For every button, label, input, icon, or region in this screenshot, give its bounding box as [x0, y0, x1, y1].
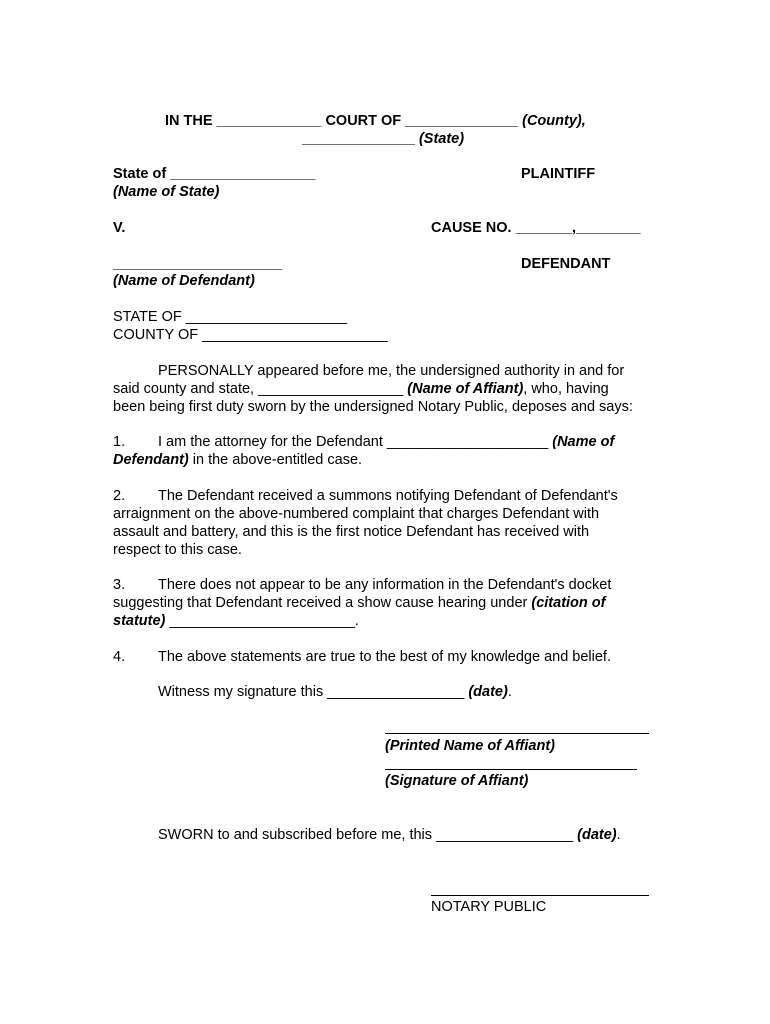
sworn-text: SWORN to and subscribed before me, this _________________ — [158, 827, 578, 843]
caption-county: (County), — [522, 113, 586, 129]
state-of-label: State of — [113, 166, 167, 182]
versus-label: V. — [113, 220, 126, 236]
caption-line-1 — [165, 112, 586, 130]
item-1-defendant: Defendant) — [113, 452, 189, 468]
witness-text: Witness my signature this _________________ — [158, 684, 469, 700]
intro-line-2 — [113, 380, 609, 398]
venue-state-blank: ____________________ — [185, 309, 348, 325]
item-2-line-4: respect to this case. — [113, 542, 242, 558]
item-1-line-2 — [113, 451, 362, 469]
item-3-text-2: suggesting that Defendant received a show cause hearing under — [113, 595, 532, 611]
cause-number: CAUSE NO. _______,________ — [431, 220, 641, 236]
printed-name-label: (Printed Name of Affiant) — [385, 738, 555, 754]
venue-state-line — [113, 308, 347, 326]
intro-line-2-text: said county and state, __________________ — [113, 381, 408, 397]
witness-line — [158, 683, 512, 701]
notary-signature-line — [431, 895, 649, 896]
venue-state-label: STATE OF — [113, 309, 182, 325]
item-1-text: I am the attorney for the Defendant ____________________ — [158, 434, 553, 450]
item-2-number: 2. — [113, 488, 126, 504]
intro-line-1: PERSONALLY appeared before me, the undersigned authority in and for — [158, 363, 625, 379]
item-3-number: 3. — [113, 577, 126, 593]
intro-name-of-affiant: (Name of Affiant) — [407, 381, 524, 397]
name-of-state: (Name of State) — [113, 184, 220, 200]
intro-line-3: been being first duty sworn by the undersigned Notary Public, deposes and says: — [113, 399, 633, 415]
item-2-line-1 — [113, 487, 618, 505]
item-1-case-text: in the above-entitled case. — [188, 452, 363, 468]
defendant-blank: _____________________ — [113, 256, 283, 272]
notary-public-label: NOTARY PUBLIC — [431, 899, 547, 915]
item-3-statute: statute) — [113, 613, 166, 629]
item-2-text-1: The Defendant received a summons notifying Defendant of Defendant's — [158, 488, 618, 504]
item-3-citation-of: (citation of — [531, 595, 606, 611]
caption-state-blank: ______________ — [302, 131, 415, 147]
venue-county-blank: _______________________ — [202, 327, 388, 343]
caption-state: (State) — [418, 131, 465, 147]
signature-line — [385, 769, 637, 770]
plaintiff-label: PLAINTIFF — [521, 166, 596, 182]
item-4-number: 4. — [113, 649, 126, 665]
sworn-period: . — [616, 827, 621, 843]
caption-court-of: COURT OF ______________ — [325, 113, 519, 129]
sworn-date: (date) — [577, 827, 617, 843]
venue-county-line — [113, 326, 388, 344]
name-of-defendant: (Name of Defendant) — [113, 273, 255, 289]
state-of-blank: __________________ — [170, 166, 316, 182]
item-3-line-1 — [113, 576, 611, 594]
defendant-label: DEFENDANT — [521, 256, 611, 272]
item-2-line-3: assault and battery, and this is the first notice Defendant has received with — [113, 524, 590, 540]
item-3-statute-blank: _______________________. — [165, 613, 359, 629]
item-3-line-3 — [113, 612, 359, 630]
witness-date: (date) — [468, 684, 508, 700]
item-3-text-1: There does not appear to be any information in the Defendant's docket — [158, 577, 612, 593]
venue-county-label: COUNTY OF — [113, 327, 199, 343]
state-of-line — [113, 165, 315, 183]
printed-name-line — [385, 733, 649, 734]
item-4-line — [113, 648, 611, 666]
item-1-name-of: (Name of — [552, 434, 615, 450]
item-3-line-2 — [113, 594, 605, 612]
witness-period: . — [507, 684, 512, 700]
item-2-line-2: arraignment on the above-numbered complaint that charges Defendant with — [113, 506, 600, 522]
caption-line-2 — [302, 130, 464, 148]
item-4-text: The above statements are true to the best of my knowledge and belief. — [158, 649, 611, 665]
caption-in-the: IN THE _____________ — [165, 113, 322, 129]
item-1-line-1 — [113, 433, 614, 451]
sworn-line — [158, 826, 621, 844]
signature-label: (Signature of Affiant) — [385, 773, 529, 789]
intro-line-2-end: , who, having — [523, 381, 609, 397]
item-1-number: 1. — [113, 434, 126, 450]
